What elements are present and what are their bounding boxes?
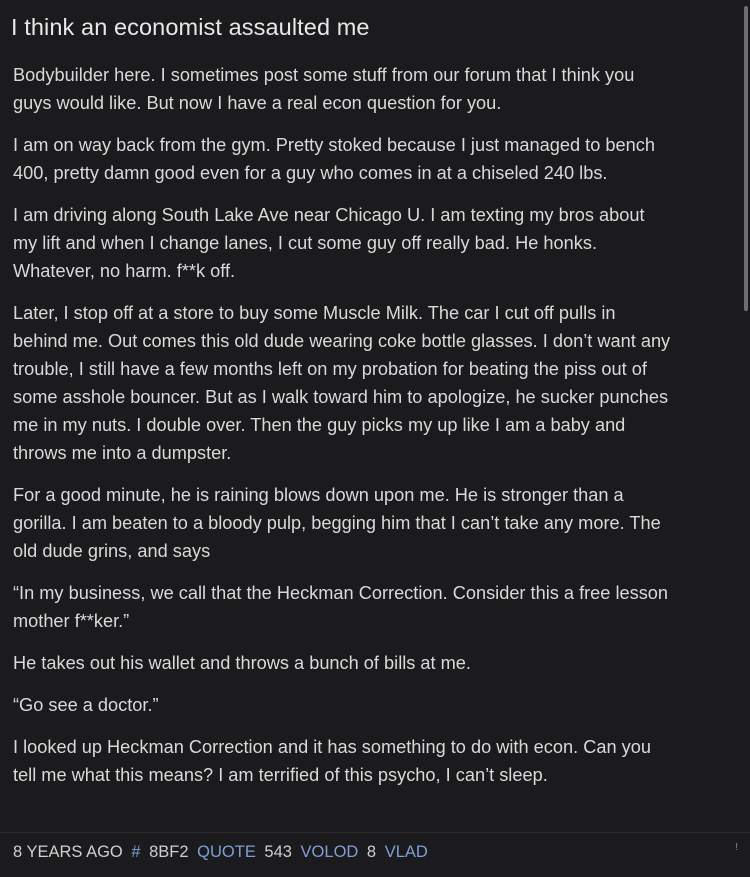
post-paragraph-line: gorilla. I am beaten to a bloody pulp, begging him that I can’t take any more. The (13, 513, 661, 533)
quote-button[interactable]: QUOTE (197, 843, 256, 861)
post-paragraph-line: some asshole bouncer. But as I walk toward him to apologize, he sucker punches (13, 387, 669, 407)
post-body (13, 61, 738, 803)
post-paragraph-line: For a good minute, he is raining blows down upon me. He is stronger than a (13, 485, 624, 505)
post-paragraph (13, 649, 738, 677)
post-paragraph-line: “Go see a doctor.” (13, 695, 159, 715)
post-score: 543 (264, 843, 292, 861)
post-paragraph-line: I am on way back from the gym. Pretty stoked because I just managed to bench (13, 135, 655, 155)
post-age: 8 YEARS AGO (13, 843, 123, 861)
vote-volod-button[interactable]: VOLOD (300, 843, 359, 861)
post-paragraph-line: behind me. Out comes this old dude wearing coke bottle glasses. I don’t want any (13, 331, 671, 351)
post-paragraph-line: my lift and when I change lanes, I cut some guy off really bad. He honks. (13, 233, 598, 253)
post-hash-link[interactable]: # (131, 843, 141, 861)
scrollbar[interactable] (744, 6, 748, 311)
post-id: 8BF2 (149, 843, 189, 861)
post-paragraph (13, 691, 738, 719)
report-flag-icon[interactable]: ! (735, 842, 738, 853)
post-paragraph-line: 400, pretty damn good even for a guy who comes in at a chiseled 240 lbs. (13, 163, 608, 183)
post-paragraph (13, 299, 738, 467)
post-paragraph-line: trouble, I still have a few months left on my probation for beating the piss out of (13, 359, 647, 379)
post-paragraph-line: mother f**ker.” (13, 611, 130, 631)
post-paragraph (13, 579, 738, 635)
post-paragraph-line: “In my business, we call that the Heckman Correction. Consider this a free lesson (13, 583, 669, 603)
post-paragraph-line: tell me what this means? I am terrified of this psycho, I can’t sleep. (13, 765, 548, 785)
vote-vlad-button[interactable]: VLAD (384, 843, 428, 861)
post-paragraph-line: old dude grins, and says (13, 541, 211, 561)
post-paragraph-line: guys would like. But now I have a real econ question for you. (13, 93, 502, 113)
footer-divider (0, 832, 750, 833)
post-paragraph-line: Whatever, no harm. f**k off. (13, 261, 236, 281)
post-paragraph-line: Later, I stop off at a store to buy some Muscle Milk. The car I cut off pulls in (13, 303, 616, 323)
post-paragraph-line: He takes out his wallet and throws a bunch of bills at me. (13, 653, 471, 673)
post-paragraph (13, 61, 738, 117)
post-paragraph (13, 481, 738, 565)
post-paragraph-line: me in my nuts. I double over. Then the guy picks my up like I am a baby and (13, 415, 626, 435)
post-paragraph-line: Bodybuilder here. I sometimes post some stuff from our forum that I think you (13, 65, 635, 85)
post-paragraph-line: I looked up Heckman Correction and it has something to do with econ. Can you (13, 737, 651, 757)
post-paragraph (13, 733, 738, 789)
post-paragraph-line: throws me into a dumpster. (13, 443, 232, 463)
post-paragraph-line: I am driving along South Lake Ave near Chicago U. I am texting my bros about (13, 205, 645, 225)
post-paragraph (13, 131, 738, 187)
post-footer (13, 838, 432, 866)
post-paragraph (13, 201, 738, 285)
vlad-count: 8 (366, 843, 377, 861)
post-title: I think an economist assaulted me (11, 14, 370, 40)
